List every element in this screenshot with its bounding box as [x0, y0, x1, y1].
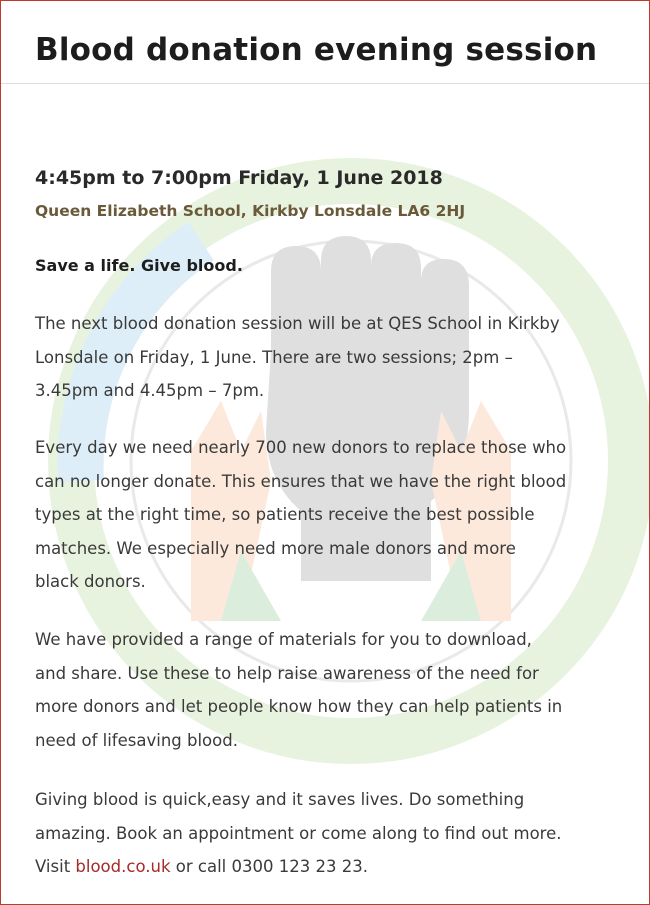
visit-text: Visit [35, 857, 76, 876]
paragraph-line: The next blood donation session will be at QES School in Kirkby [35, 314, 560, 333]
paragraph-line: and share. Use these to help raise awareness of the need for [35, 663, 539, 683]
paragraph-call-to-action [35, 783, 625, 884]
paragraph-materials [35, 623, 625, 757]
paragraph-line: We have provided a range of materials for you to download, [35, 630, 532, 649]
phone-text: or call 0300 123 23 23. [170, 857, 368, 876]
paragraph-line: Giving blood is quick,easy and it saves lives. Do something [35, 790, 525, 809]
event-time: 4:45pm to 7:00pm Friday, 1 June 2018 [35, 167, 443, 189]
paragraph-line: matches. We especially need more male donors and more [35, 538, 516, 558]
event-location: Queen Elizabeth School, Kirkby Lonsdale LA6 2HJ [35, 202, 466, 220]
paragraph-donor-need [35, 431, 625, 599]
tagline: Save a life. Give blood. [35, 256, 243, 275]
page-title: Blood donation evening session [35, 32, 598, 68]
paragraph-line: can no longer donate. This ensures that we have the right blood [35, 471, 567, 491]
paragraph-line: Every day we need nearly 700 new donors to replace those who [35, 438, 567, 457]
article-content [1, 1, 649, 69]
paragraph-line: more donors and let people know how they can help patients in [35, 697, 563, 716]
paragraph-line: 3.45pm and 4.45pm – 7pm. [35, 381, 265, 400]
paragraph-line: Lonsdale on Friday, 1 June. There are two sessions; 2pm – [35, 347, 513, 367]
paragraph-line [35, 850, 625, 884]
blood-website-link[interactable]: blood.co.uk [75, 857, 171, 876]
title-divider [1, 83, 650, 84]
paragraph-line: black donors. [35, 572, 146, 591]
paragraph-line: amazing. Book an appointment or come along to find out more. [35, 823, 562, 843]
paragraph-line: need of lifesaving blood. [35, 730, 238, 750]
paragraph-line: types at the right time, so patients receive the best possible [35, 505, 535, 524]
paragraph-session-info [35, 307, 625, 408]
